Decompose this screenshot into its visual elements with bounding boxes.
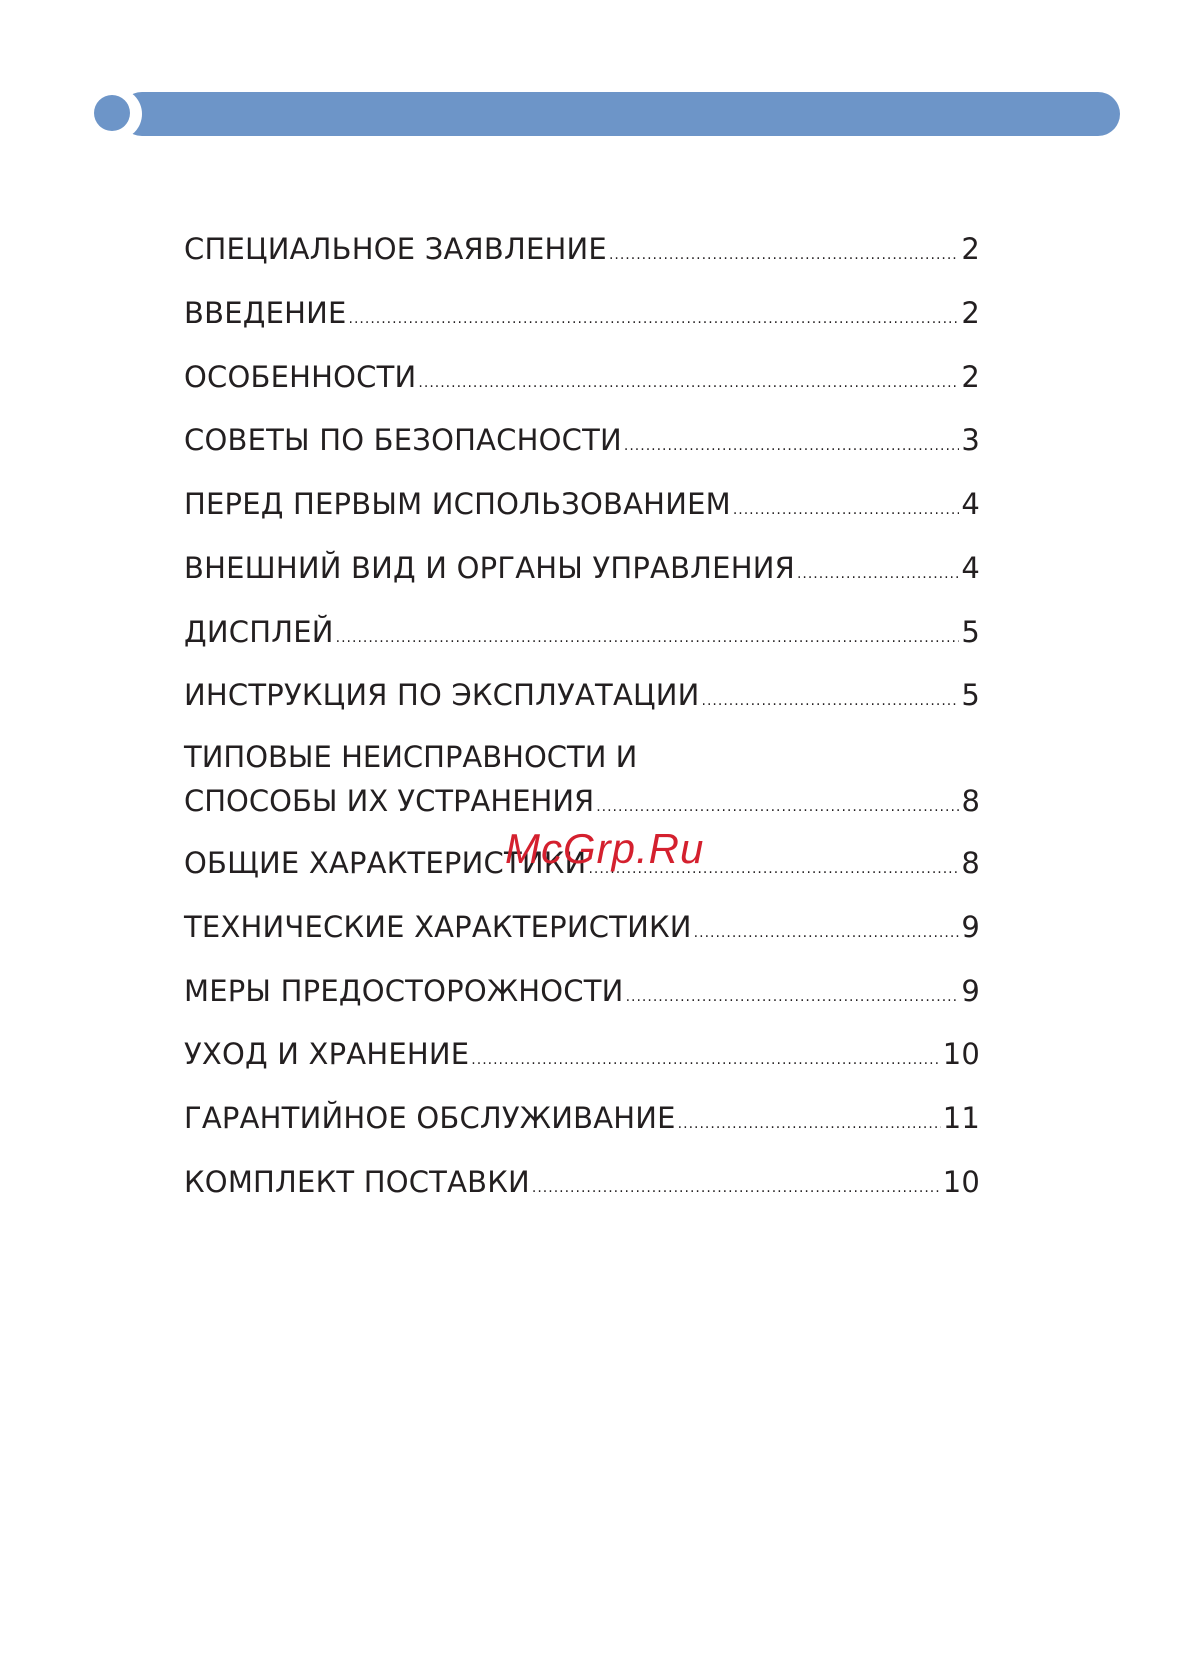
toc-entry-title: ВНЕШНИЙ ВИД И ОРГАНЫ УПРАВЛЕНИЯ	[184, 551, 795, 585]
toc-entry[interactable]	[184, 1101, 980, 1141]
toc-entry-title: СОВЕТЫ ПО БЕЗОПАСНОСТИ	[184, 423, 622, 457]
toc-entry-title: КОМПЛЕКТ ПОСТАВКИ	[184, 1165, 530, 1199]
toc-leader	[349, 302, 960, 336]
watermark: McGrp.Ru	[505, 825, 705, 872]
toc-leader	[797, 557, 959, 591]
toc-entry-multiline[interactable]	[184, 740, 980, 824]
toc-entry-title: СПЕЦИАЛЬНОЕ ЗАЯВЛЕНИЕ	[184, 232, 607, 266]
toc-entry-page: 2	[961, 296, 980, 330]
toc-leader	[694, 916, 960, 950]
toc-entry[interactable]	[184, 910, 980, 950]
toc-leader	[471, 1043, 940, 1077]
toc-entry-page: 11	[942, 1101, 980, 1135]
toc-entry-title-line2: СПОСОБЫ ИХ УСТРАНЕНИЯ	[184, 784, 595, 818]
toc-leader	[336, 621, 960, 655]
toc-entry-page: 5	[961, 678, 980, 712]
toc-entry-title: ВВЕДЕНИЕ	[184, 296, 347, 330]
toc-entry[interactable]	[184, 974, 980, 1014]
toc-entry[interactable]	[184, 487, 980, 527]
toc-leader	[532, 1171, 941, 1205]
toc-entry-title: ТЕХНИЧЕСКИЕ ХАРАКТЕРИСТИКИ	[184, 910, 692, 944]
header-dot	[94, 95, 130, 131]
toc-entry[interactable]	[184, 678, 980, 718]
toc-entry-title: ИНСТРУКЦИЯ ПО ЭКСПЛУАТАЦИИ	[184, 678, 700, 712]
toc-entry-title: ГАРАНТИЙНОЕ ОБСЛУЖИВАНИЕ	[184, 1101, 676, 1135]
toc-leader	[609, 238, 959, 272]
toc-entry[interactable]	[184, 551, 980, 591]
toc-entry-title-line1: ТИПОВЫЕ НЕИСПРАВНОСТИ И	[184, 740, 638, 774]
toc-entry-page: 2	[961, 232, 980, 266]
toc-entry-title: УХОД И ХРАНЕНИЕ	[184, 1037, 470, 1071]
toc-entry[interactable]	[184, 423, 980, 463]
toc-entry[interactable]	[184, 1165, 980, 1205]
toc-leader	[702, 684, 960, 718]
toc-entry-title: ОСОБЕННОСТИ	[184, 360, 417, 394]
toc-entry[interactable]	[184, 232, 980, 272]
toc-entry-title: МЕРЫ ПРЕДОСТОРОЖНОСТИ	[184, 974, 624, 1008]
toc-entry-page: 9	[961, 910, 980, 944]
toc-entry-title: ОБЩИЕ ХАРАКТЕРИСТИКИ	[184, 846, 587, 880]
toc-leader	[624, 429, 959, 463]
toc-leader	[418, 366, 959, 400]
toc-entry-page: 8	[961, 846, 980, 880]
toc-entry-page: 10	[942, 1037, 980, 1071]
toc-leader	[678, 1107, 941, 1141]
toc-entry-page: 3	[961, 423, 980, 457]
toc-entry-page: 8	[961, 784, 980, 818]
toc-entry-page: 5	[961, 615, 980, 649]
toc-entry[interactable]	[184, 360, 980, 400]
toc-entry[interactable]	[184, 1037, 980, 1077]
toc-entry[interactable]	[184, 615, 980, 655]
header-bar	[120, 92, 1120, 136]
toc-leader	[596, 790, 959, 824]
toc-entry-title: ДИСПЛЕЙ	[184, 615, 334, 649]
toc-entry-page: 4	[961, 487, 980, 521]
toc-entry[interactable]	[184, 296, 980, 336]
toc-entry-page: 2	[961, 360, 980, 394]
toc-entry-page: 4	[961, 551, 980, 585]
toc-leader	[733, 493, 960, 527]
toc-entry-title: ПЕРЕД ПЕРВЫМ ИСПОЛЬЗОВАНИЕМ	[184, 487, 731, 521]
toc-leader	[626, 980, 960, 1014]
toc-entry-page: 10	[942, 1165, 980, 1199]
header-band	[0, 0, 1192, 170]
toc-entry-page: 9	[961, 974, 980, 1008]
